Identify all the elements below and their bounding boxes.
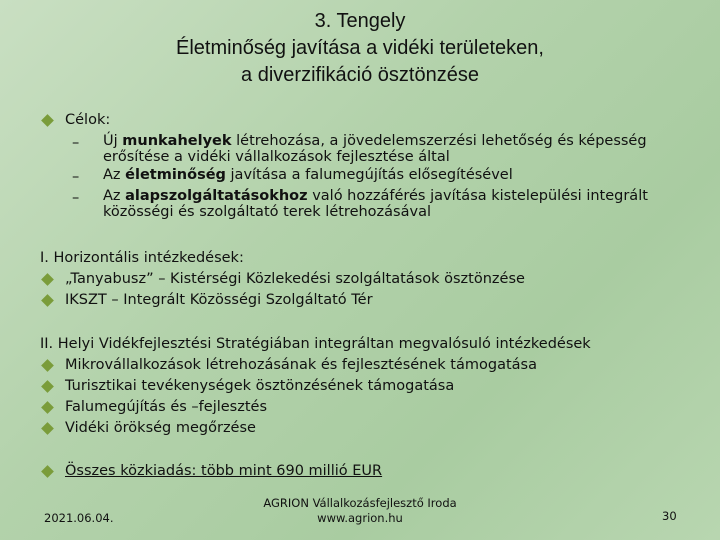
diamond-bullet-icon <box>41 422 54 435</box>
list-item: Turisztikai tevékenységek ösztönzésének támogatása <box>40 376 591 397</box>
diamond-bullet-icon <box>41 294 54 307</box>
goal-keyword: munkahelyek <box>122 133 232 149</box>
goals-heading-row <box>40 110 663 131</box>
footer-date: 2021.06.04. <box>44 511 114 525</box>
diamond-bullet-icon <box>41 273 54 286</box>
diamond-bullet-icon <box>41 401 54 414</box>
list-item: IKSZT – Integrált Közösségi Szolgáltató Tér <box>40 290 525 311</box>
list-item: Falumegújítás és –fejlesztés <box>40 397 591 418</box>
goals-heading: Célok: <box>65 112 111 128</box>
title-line-1: 3. Tengely <box>314 10 406 32</box>
horizontal-heading: I. Horizontális intézkedések: <box>40 250 244 266</box>
goal-keyword: alapszolgáltatásokhoz <box>125 188 308 204</box>
page-number: 30 <box>662 509 677 523</box>
goals-section <box>40 110 663 222</box>
list-item: Mikrovállalkozások létrehozásának és fejlesztésének támogatása <box>40 355 591 376</box>
footer-url: www.agrion.hu <box>317 511 403 525</box>
diamond-bullet-icon <box>41 465 54 478</box>
goal-keyword: életminőség <box>125 167 226 183</box>
total-expenditure <box>40 461 382 482</box>
total-expenditure-text: Összes közkiadás: több mint 690 millió EUR <box>65 463 383 479</box>
list-item: „Tanyabusz” – Kistérségi Közlekedési szolgáltatások ösztönzése <box>40 269 525 290</box>
diamond-bullet-icon <box>41 380 54 393</box>
local-measures-section <box>40 334 591 439</box>
list-item: Vidéki örökség megőrzése <box>40 418 591 439</box>
diamond-bullet-icon <box>41 114 54 127</box>
title-line-2: Életminőség javítása a vidéki területeken, <box>176 37 544 59</box>
goal-item: – Az alapszolgáltatásokhoz való hozzáférés javítása kistelepülési integrált közösségi és szolgáltató terek létrehozásával <box>72 188 648 220</box>
title-line-3: a diverzifikáció ösztönzése <box>241 64 479 86</box>
slide-title <box>0 8 720 89</box>
goal-item: – Új munkahelyek létrehozása, a jövedelemszerzési lehetőség és képesség erősítése a vidéki vállalkozások fejlesztése által <box>72 133 647 165</box>
goal-item: – Az életminőség javítása a falumegújítás elősegítésével <box>72 167 513 185</box>
local-heading: II. Helyi Vidékfejlesztési Stratégiában integráltan megvalósuló intézkedések <box>40 336 591 352</box>
footer-organization <box>235 496 485 526</box>
diamond-bullet-icon <box>41 359 54 372</box>
horizontal-measures-section <box>40 248 525 311</box>
footer-org-name: AGRION Vállalkozásfejlesztő Iroda <box>263 496 457 510</box>
